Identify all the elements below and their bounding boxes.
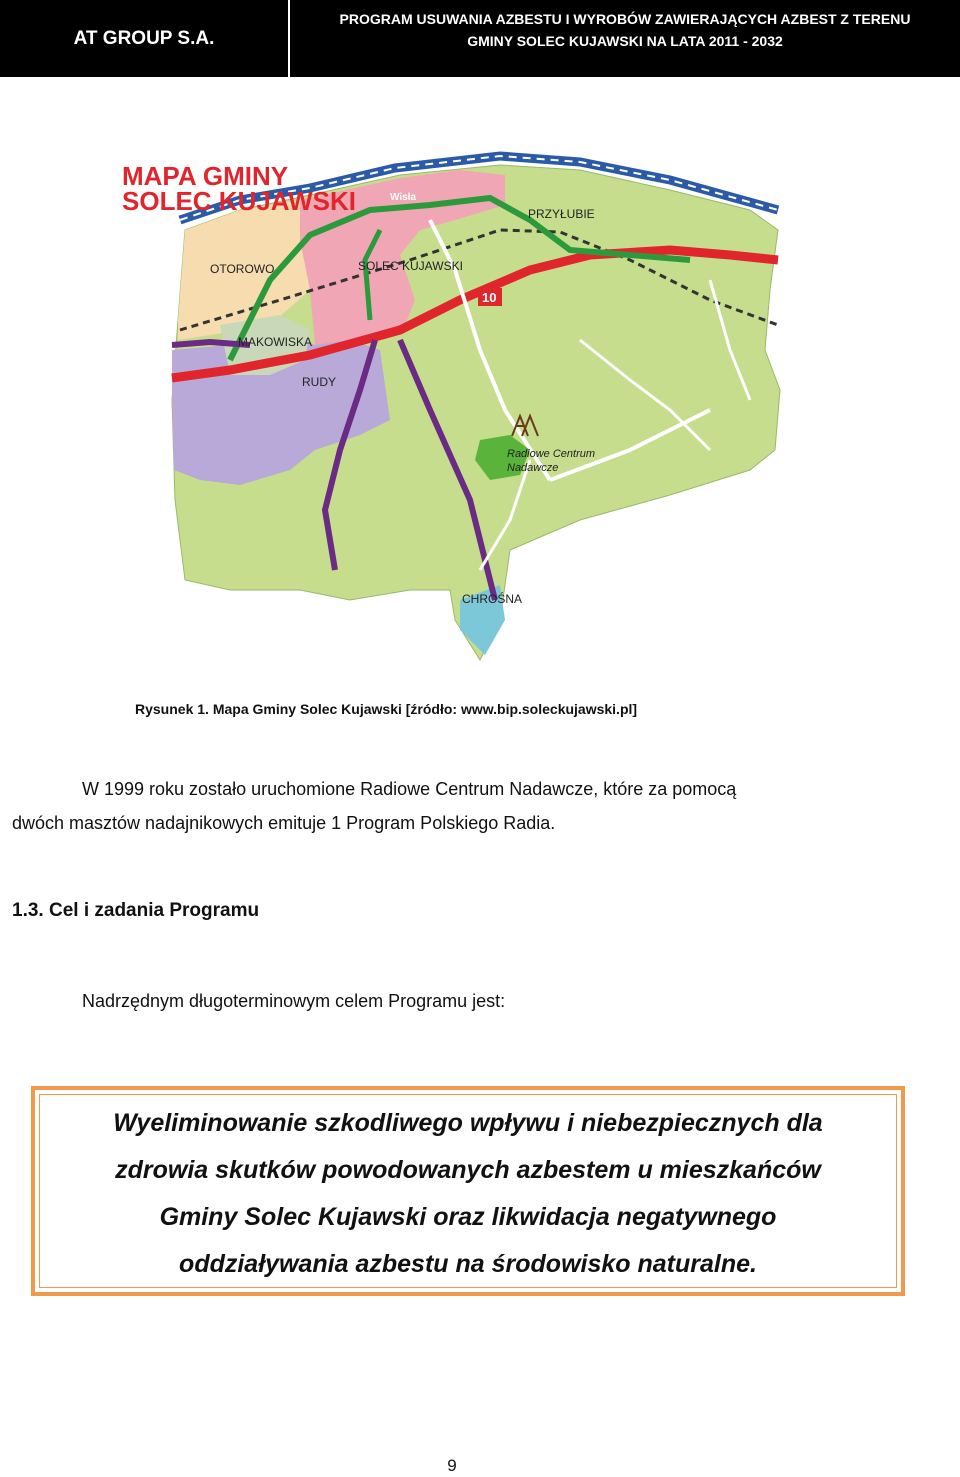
figure-caption: Rysunek 1. Mapa Gminy Solec Kujawski [źródło: www.bip.soleckujawski.pl]	[135, 701, 638, 717]
road-number: 10	[482, 290, 497, 305]
goal-line-1: Wyeliminowanie szkodliwego wpływu i niebezpiecznych dla	[113, 1109, 823, 1137]
company-name: AT GROUP S.A.	[73, 27, 215, 49]
goal-text	[35, 1100, 901, 1288]
paragraph-line-1: W 1999 roku zostało uruchomione Radiowe Centrum Nadawcze, które za pomocą	[82, 779, 737, 799]
section-heading: 1.3. Cel i zadania Programu	[12, 900, 260, 921]
label-rudy: RUDY	[302, 375, 337, 389]
municipality-map	[110, 150, 810, 670]
lead-sentence: Nadrzędnym długoterminowym celem Programu jest:	[82, 991, 506, 1011]
label-radio-line-1: Radiowe Centrum	[507, 448, 596, 460]
header-title-line-1: PROGRAM USUWANIA AZBESTU I WYROBÓW ZAWIERAJĄCYCH AZBEST Z TERENU	[339, 11, 911, 27]
label-makowiska: MAKOWISKA	[238, 335, 313, 349]
map-title-line-2: SOLEC KUJAWSKI	[122, 186, 357, 216]
paragraph-line-2: dwóch masztów nadajnikowych emituje 1 Program Polskiego Radia.	[12, 813, 556, 833]
map-title-line-1: MAPA GMINY	[122, 161, 289, 191]
body-paragraph	[12, 772, 868, 840]
header-company	[0, 0, 288, 77]
label-radio-line-2: Nadawcze	[507, 462, 559, 474]
header-title	[290, 0, 960, 77]
page-number: 9	[447, 1456, 457, 1475]
goal-line-4: oddziaływania azbestu na środowisko naturalne.	[179, 1250, 757, 1278]
label-przylubie: PRZYŁUBIE	[528, 207, 595, 221]
label-river: Wisła	[390, 192, 417, 203]
goal-line-3: Gminy Solec Kujawski oraz likwidacja negatywnego	[159, 1203, 777, 1231]
header-title-line-2: GMINY SOLEC KUJAWSKI NA LATA 2011 - 2032	[467, 33, 783, 49]
label-chrosna: CHROŚNA	[462, 592, 523, 606]
label-solec: SOLEC KUJAWSKI	[358, 259, 463, 273]
label-otorowo: OTOROWO	[210, 262, 275, 276]
goal-box	[31, 1086, 905, 1296]
goal-line-2: zdrowia skutków powodowanych azbestem u mieszkańców	[115, 1156, 821, 1184]
